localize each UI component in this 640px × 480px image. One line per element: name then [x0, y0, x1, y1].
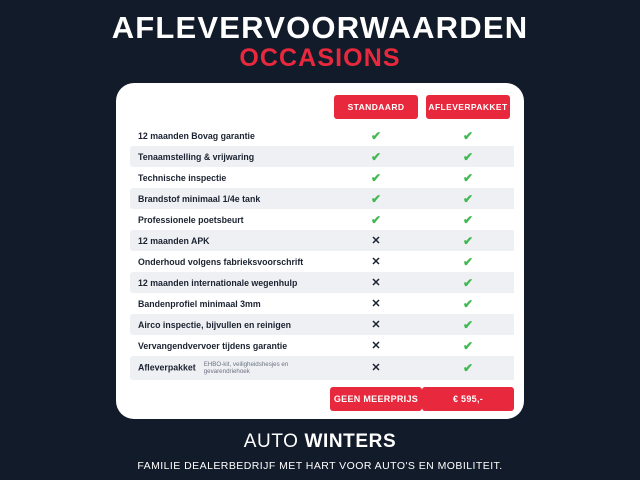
row-feature: 12 maanden internationale wegenhulp [130, 272, 330, 293]
header-spacer [130, 95, 330, 125]
column-header-afleverpakket [422, 95, 514, 125]
poster-title [112, 12, 529, 71]
table-row [130, 146, 514, 167]
row-standaard-mark: ✕ [371, 255, 381, 268]
row-standaard-mark: ✕ [330, 356, 422, 380]
row-standaard-mark: ✕ [330, 314, 422, 335]
row-feature: Tenaamstelling & vrijwaring [130, 146, 330, 167]
table-row [130, 167, 514, 188]
row-feature: Vervangendvervoer tijdens garantie [138, 340, 288, 351]
row-afleverpakket-mark: ✔ [462, 212, 474, 227]
pricing-table [130, 95, 514, 411]
column-header-standaard-label: STANDAARD [334, 95, 418, 119]
table-row [130, 293, 514, 314]
table-row [130, 125, 514, 146]
row-feature: Brandstof minimaal 1/4e tank [130, 188, 330, 209]
footer-spacer [130, 380, 330, 411]
table-body [130, 125, 514, 380]
table-row [130, 251, 514, 272]
row-afleverpakket-mark: ✔ [422, 146, 514, 167]
row-afleverpakket-mark: ✔ [462, 338, 474, 353]
row-feature: Airco inspectie, bijvullen en reinigen [130, 314, 330, 335]
brand-name [137, 431, 502, 453]
column-header-afleverpakket-label: AFLEVERPAKKET [426, 95, 510, 119]
pricing-card [116, 83, 524, 419]
brand-name-bold: WINTERS [304, 431, 397, 452]
row-feature: Onderhoud volgens fabrieksvoorschrift [138, 256, 304, 267]
row-standaard-mark: ✔ [330, 146, 422, 167]
row-standaard-mark: ✕ [330, 230, 422, 251]
row-standaard-mark: ✔ [370, 212, 382, 227]
row-afleverpakket-mark: ✔ [422, 272, 514, 293]
row-feature [130, 356, 330, 380]
row-standaard-mark: ✔ [370, 128, 382, 143]
row-feature-note: EHBO-kit, veiligheidshesjes en gevarendriehoek [203, 361, 289, 376]
row-feature: 12 maanden APK [130, 230, 330, 251]
price-afleverpakket [422, 380, 514, 411]
brand-block [137, 431, 502, 472]
row-afleverpakket-mark: ✔ [462, 296, 474, 311]
brand-name-light: AUTO [243, 431, 305, 452]
row-afleverpakket-mark: ✔ [462, 128, 474, 143]
row-feature: Bandenprofiel minimaal 3mm [138, 298, 261, 309]
row-afleverpakket-mark: ✔ [462, 254, 474, 269]
row-afleverpakket-mark: ✔ [422, 356, 514, 380]
price-standaard [330, 380, 422, 411]
row-feature: Technische inspectie [138, 172, 227, 183]
row-standaard-mark: ✕ [330, 272, 422, 293]
row-afleverpakket-mark: ✔ [422, 188, 514, 209]
row-afleverpakket-mark: ✔ [462, 170, 474, 185]
brand-tagline: FAMILIE DEALERBEDRIJF MET HART VOOR AUTO'S EN MOBILITEIT. [137, 460, 503, 472]
table-row [130, 188, 514, 209]
price-afleverpakket-label: € 595,- [422, 387, 514, 411]
table-footer [130, 380, 514, 411]
table-row [130, 356, 514, 380]
row-standaard-mark: ✔ [330, 188, 422, 209]
title-main: AFLEVERVOORWAARDEN [111, 10, 529, 45]
row-afleverpakket-mark: ✔ [422, 230, 514, 251]
price-standaard-label: GEEN MEERPRIJS [330, 387, 422, 411]
row-feature-label: Afleverpakket [138, 362, 196, 373]
column-header-standaard [330, 95, 422, 125]
table-header [130, 95, 514, 125]
row-standaard-mark: ✔ [370, 170, 382, 185]
table-row [130, 209, 514, 230]
table-row [130, 335, 514, 356]
row-feature: Professionele poetsbeurt [138, 214, 244, 225]
row-standaard-mark: ✕ [371, 297, 381, 310]
table-row [130, 314, 514, 335]
row-afleverpakket-mark: ✔ [422, 314, 514, 335]
table-row [130, 230, 514, 251]
title-sub: OCCASIONS [239, 44, 401, 72]
table-row [130, 272, 514, 293]
row-feature: 12 maanden Bovag garantie [138, 130, 255, 141]
row-standaard-mark: ✕ [371, 339, 381, 352]
